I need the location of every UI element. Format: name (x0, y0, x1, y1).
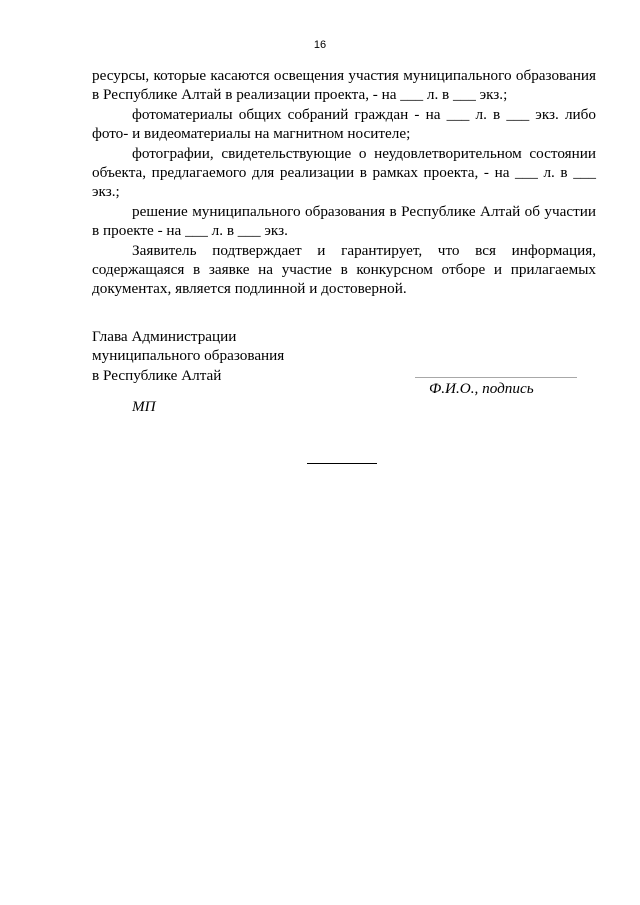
signature-line (415, 377, 577, 378)
paragraph-photo-meetings: фотоматериалы общих собраний граждан - на ___ л. в ___ экз. либо фото- и видеоматериалы на магнитном носителе; (92, 105, 596, 143)
document-body (92, 66, 596, 299)
paragraph-decision: решение муниципального образования в Республике Алтай об участии в проекте - на ___ л. в ___ экз. (92, 202, 596, 240)
signatory-line-2: муниципального образования (92, 347, 285, 365)
signatory-line-3: в Республике Алтай (92, 366, 222, 384)
end-of-document-rule (307, 463, 377, 464)
paragraph-photo-object: фотографии, свидетельствующие о неудовлетворительном состоянии объекта, предлагаемого для реализации в рамках проекта, - на ___ л. в ___ экз.; (92, 144, 596, 201)
page-number: 16 (313, 39, 327, 51)
signature-caption: Ф.И.О., подпись (429, 380, 534, 397)
signatory-line-1: Глава Администрации (92, 328, 237, 345)
signatory-position (92, 327, 284, 385)
paragraph-guarantee: Заявитель подтверждает и гарантирует, что вся информация, содержащаяся в заявке на участие в конкурсном отборе и прилагаемых документах, является подлинной и достоверной. (92, 241, 596, 298)
stamp-placeholder: МП (132, 398, 156, 415)
paragraph-resources: ресурсы, которые касаются освещения участия муниципального образования в Республике Алтай в реализации проекта, - на ___ л. в ___ экз.; (92, 67, 596, 104)
